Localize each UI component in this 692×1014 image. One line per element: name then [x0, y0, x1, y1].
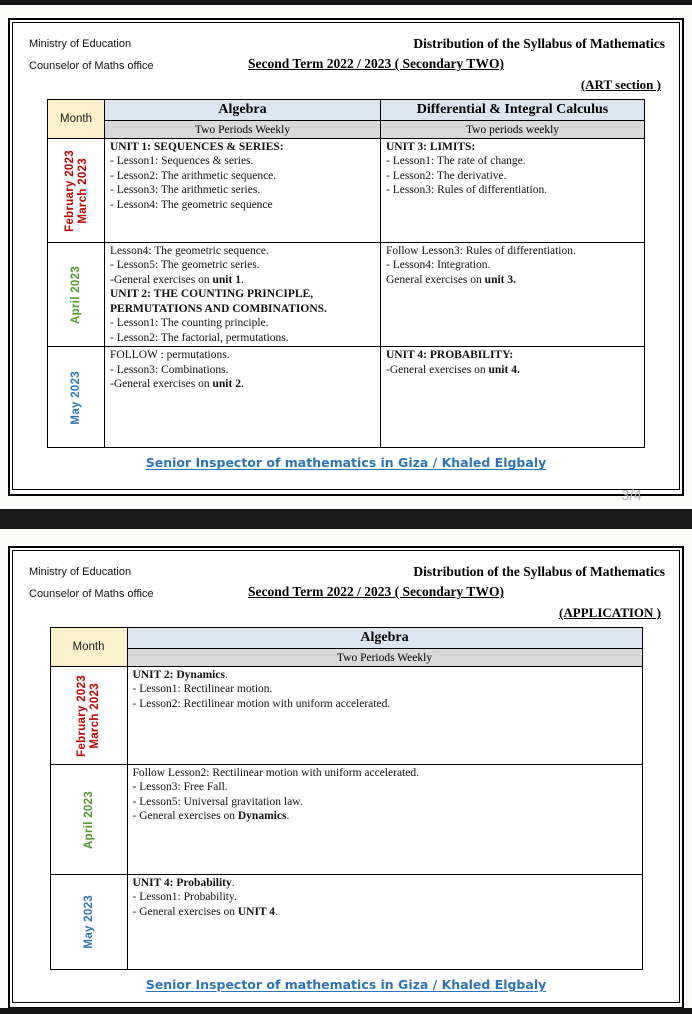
- text-segment: - Lesson2: The arithmetic sequence.: [110, 169, 277, 182]
- content-line: [386, 183, 639, 197]
- page-divider: [0, 509, 692, 529]
- table-row: [48, 243, 645, 347]
- month-cell: [48, 139, 105, 243]
- text-segment: UNIT 3: LIMITS:: [386, 141, 476, 153]
- text-segment: .: [224, 669, 228, 681]
- month-label: April 2023: [82, 790, 95, 849]
- month-header: Month: [50, 628, 127, 667]
- content-line: [133, 795, 637, 809]
- content-line: [133, 905, 637, 919]
- text-segment: - Lesson1: Probability.: [132, 891, 237, 904]
- text-segment: -General exercises on: [110, 273, 213, 286]
- schedule-header: Two periods weekly: [381, 121, 645, 139]
- text-segment: - Lesson4: The geometric sequence: [110, 198, 273, 211]
- text-segment: UNIT 4: Probability: [132, 877, 232, 889]
- text-segment: unit 4.: [488, 363, 520, 376]
- content-line: [110, 377, 375, 391]
- doc-title: Distribution of the Syllabus of Mathematics: [413, 36, 665, 51]
- table-row: [50, 875, 642, 970]
- content-line: [110, 302, 375, 316]
- top-bar: [0, 0, 692, 5]
- text-segment: - Lesson4: Integration.: [386, 259, 491, 272]
- page-1: [8, 18, 684, 496]
- month-label: March 2023: [76, 157, 89, 224]
- text-segment: - Lesson1: The rate of change.: [386, 155, 526, 168]
- doc-title: Distribution of the Syllabus of Mathematics: [413, 564, 665, 579]
- content-line: [133, 890, 637, 904]
- text-segment: - Lesson1: Rectilinear motion.: [132, 683, 273, 696]
- content-cell: [127, 765, 642, 875]
- footer-signature: Senior Inspector of mathematics in Giza / Khaled Elgbaly: [145, 977, 547, 992]
- content-line: [386, 140, 639, 154]
- content-line: [110, 183, 375, 197]
- text-segment: unit 1: [212, 273, 241, 286]
- content-line: [110, 316, 375, 330]
- term-title: Second Term 2022 / 2023 ( Secondary TWO): [248, 584, 504, 599]
- subject-header: Differential & Integral Calculus: [381, 100, 645, 121]
- month-label: May 2023: [82, 895, 95, 949]
- content-line: [110, 154, 375, 168]
- content-line: [110, 198, 375, 212]
- month-label: May 2023: [70, 370, 82, 425]
- text-segment: .: [275, 905, 278, 918]
- content-cell: [105, 243, 381, 347]
- text-segment: - Lesson2: Rectilinear motion with uniform accelerated.: [132, 697, 391, 710]
- text-segment: .: [231, 877, 235, 889]
- text-segment: unit 3.: [484, 273, 516, 286]
- text-segment: -General exercises on: [110, 378, 213, 391]
- table-row: [50, 765, 642, 875]
- text-segment: .: [240, 378, 244, 391]
- content-line: [386, 363, 639, 377]
- footer-signature: Senior Inspector of mathematics in Giza / Khaled Elgbaly: [145, 455, 547, 471]
- month-label: February 2023: [63, 149, 76, 232]
- text-segment: - Lesson3: The arithmetic series.: [110, 184, 261, 197]
- page-2-inner: [12, 550, 680, 1003]
- text-segment: - Lesson5: The geometric series.: [110, 259, 260, 272]
- content-line: [110, 331, 375, 345]
- page-gap: [0, 487, 692, 509]
- page-number: 3/4: [621, 487, 642, 504]
- text-segment: .: [240, 273, 244, 286]
- page-1-header: [27, 33, 665, 99]
- text-segment: UNIT 4: PROBABILITY:: [386, 349, 514, 362]
- table-row: [50, 667, 642, 765]
- text-segment: - Lesson3: Combinations.: [110, 363, 229, 376]
- schedule-header: Two Periods Weekly: [127, 649, 642, 667]
- content-line: [386, 154, 639, 168]
- text-segment: Dynamics: [237, 810, 287, 823]
- page-2-header: [27, 561, 665, 627]
- month-cell: [50, 875, 127, 970]
- content-cell: [105, 347, 381, 448]
- text-segment: - Lesson3: Free Fall.: [132, 781, 228, 794]
- subject-header: Algebra: [105, 100, 381, 121]
- content-line: [133, 766, 637, 780]
- table-row: [48, 347, 645, 448]
- content-line: [133, 697, 637, 711]
- content-line: [133, 780, 637, 794]
- text-segment: - Lesson2: The factorial, permutations.: [110, 331, 289, 344]
- content-cell: [127, 875, 642, 970]
- text-segment: Lesson4: The geometric sequence.: [110, 245, 269, 257]
- month-label: April 2023: [70, 265, 82, 324]
- text-segment: UNIT 2: THE COUNTING PRINCIPLE,: [110, 288, 314, 301]
- schedule-header: Two Periods Weekly: [105, 121, 381, 139]
- month-label: February 2023: [76, 674, 88, 757]
- text-segment: Follow Lesson3: Rules of differentiation.: [386, 245, 576, 257]
- office-label: Counselor of Maths office: [29, 588, 154, 600]
- content-line: [110, 348, 375, 362]
- content-line: [133, 682, 637, 696]
- content-cell: [381, 347, 645, 448]
- content-line: [386, 244, 639, 258]
- content-line: [133, 876, 637, 890]
- text-segment: - General exercises on: [132, 810, 238, 823]
- office-label: Counselor of Maths office: [29, 60, 154, 72]
- month-cell: [48, 243, 105, 347]
- month-cell: [48, 347, 105, 448]
- section-label: (ART section ): [580, 77, 661, 92]
- text-segment: - Lesson2: The derivative.: [386, 169, 507, 182]
- text-segment: Follow Lesson2: Rectilinear motion with uniform accelerated.: [132, 767, 419, 779]
- content-line: [110, 258, 375, 272]
- text-segment: General exercises on: [386, 273, 485, 286]
- page-1-inner: [12, 22, 680, 490]
- text-segment: -General exercises on: [386, 363, 489, 376]
- page-2: [8, 546, 684, 1009]
- month-cell: [50, 667, 127, 765]
- text-segment: .: [286, 810, 290, 823]
- content-cell: [127, 667, 642, 765]
- content-line: [110, 169, 375, 183]
- text-segment: UNIT 2: Dynamics: [132, 669, 225, 681]
- section-label: (APPLICATION ): [559, 605, 661, 620]
- content-cell: [381, 243, 645, 347]
- text-segment: - Lesson3: Rules of differentiation.: [386, 184, 548, 197]
- content-line: [110, 273, 375, 287]
- content-line: [386, 169, 639, 183]
- text-segment: UNIT 4: [237, 905, 276, 918]
- content-line: [386, 273, 639, 287]
- ministry-label: Ministry of Education: [29, 38, 132, 50]
- month-label: March 2023: [89, 682, 101, 749]
- content-cell: [381, 139, 645, 243]
- table-row: [48, 139, 645, 243]
- text-segment: - Lesson1: Sequences & series.: [110, 155, 254, 168]
- content-line: [110, 140, 375, 154]
- text-segment: - Lesson5: Universal gravitation law.: [132, 795, 303, 808]
- content-cell: [105, 139, 381, 243]
- text-segment: PERMUTATIONS AND COMBINATIONS.: [110, 302, 327, 315]
- term-title: Second Term 2022 / 2023 ( Secondary TWO): [248, 56, 504, 71]
- text-segment: FOLLOW : permutations.: [110, 349, 230, 362]
- month-header: Month: [48, 100, 105, 139]
- text-segment: - General exercises on: [132, 905, 238, 918]
- month-cell: [50, 765, 127, 875]
- content-line: [110, 287, 375, 301]
- bottom-bar: [0, 1008, 692, 1014]
- content-line: [386, 258, 639, 272]
- syllabus-table-application: [50, 627, 643, 970]
- syllabus-table-art: [47, 99, 645, 448]
- content-line: [110, 244, 375, 258]
- content-line: [133, 809, 637, 823]
- ministry-label: Ministry of Education: [29, 566, 132, 578]
- content-line: [110, 363, 375, 377]
- text-segment: - Lesson1: The counting principle.: [110, 317, 269, 330]
- subject-header: Algebra: [127, 628, 642, 649]
- text-segment: UNIT 1: SEQUENCES & SERIES:: [110, 141, 284, 153]
- content-line: [386, 348, 639, 362]
- content-line: [133, 668, 637, 682]
- text-segment: unit 2: [212, 378, 241, 391]
